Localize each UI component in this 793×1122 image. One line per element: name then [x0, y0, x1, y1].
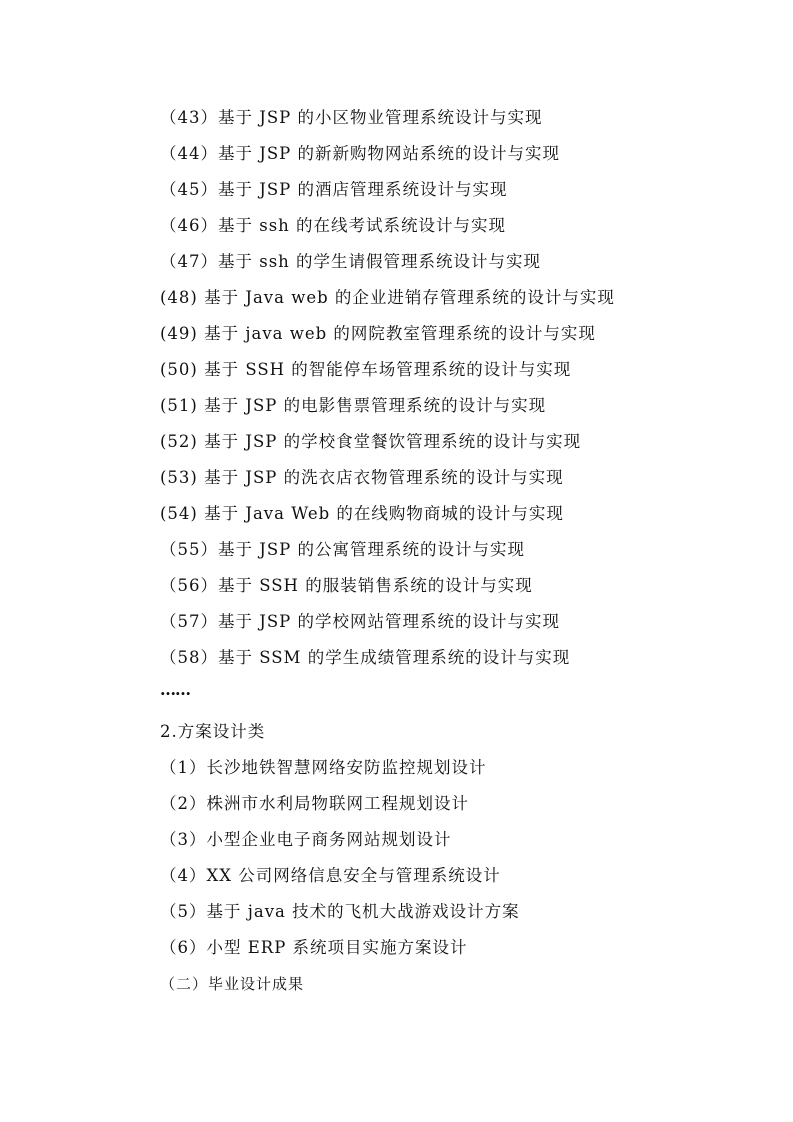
subsection-heading: （二）毕业设计成果	[160, 975, 305, 993]
plan-item-5: （5）基于 java 技术的飞机大战游戏设计方案	[160, 902, 520, 921]
list-item-47: （47）基于 ssh 的学生请假管理系统设计与实现	[160, 252, 542, 271]
list-item-58: （58）基于 SSM 的学生成绩管理系统的设计与实现	[160, 648, 571, 667]
list-item-52: (52) 基于 JSP 的学校食堂餐饮管理系统的设计与实现	[160, 432, 582, 451]
plan-item-1: （1）长沙地铁智慧网络安防监控规划设计	[160, 758, 487, 777]
list-item-44: （44）基于 JSP 的新新购物网站系统的设计与实现	[160, 144, 561, 163]
list-item-55: （55）基于 JSP 的公寓管理系统的设计与实现	[160, 540, 526, 559]
list-item-53: (53) 基于 JSP 的洗衣店衣物管理系统的设计与实现	[160, 468, 564, 487]
plan-item-3: （3）小型企业电子商务网站规划设计	[160, 830, 452, 849]
list-item-50: (50) 基于 SSH 的智能停车场管理系统的设计与实现	[160, 360, 572, 379]
list-item-45: （45）基于 JSP 的酒店管理系统设计与实现	[160, 180, 508, 199]
plan-item-2: （2）株洲市水利局物联网工程规划设计	[160, 794, 469, 813]
section-heading: 2.方案设计类	[160, 722, 266, 741]
list-item-46: （46）基于 ssh 的在线考试系统设计与实现	[160, 216, 507, 235]
list-item-56: （56）基于 SSH 的服装销售系统的设计与实现	[160, 576, 533, 595]
list-item-57: （57）基于 JSP 的学校网站管理系统的设计与实现	[160, 612, 561, 631]
ellipsis: ……	[160, 680, 190, 699]
list-item-51: (51) 基于 JSP 的电影售票管理系统的设计与实现	[160, 396, 547, 415]
list-item-49: (49) 基于 java web 的网院教室管理系统的设计与实现	[160, 324, 596, 343]
list-item-48: (48) 基于 Java web 的企业进销存管理系统的设计与实现	[160, 288, 615, 307]
plan-item-4: （4）XX 公司网络信息安全与管理系统设计	[160, 866, 501, 885]
list-item-43: （43）基于 JSP 的小区物业管理系统设计与实现	[160, 108, 543, 127]
list-item-54: (54) 基于 Java Web 的在线购物商城的设计与实现	[160, 504, 564, 523]
plan-item-6: （6）小型 ERP 系统项目实施方案设计	[160, 938, 468, 957]
